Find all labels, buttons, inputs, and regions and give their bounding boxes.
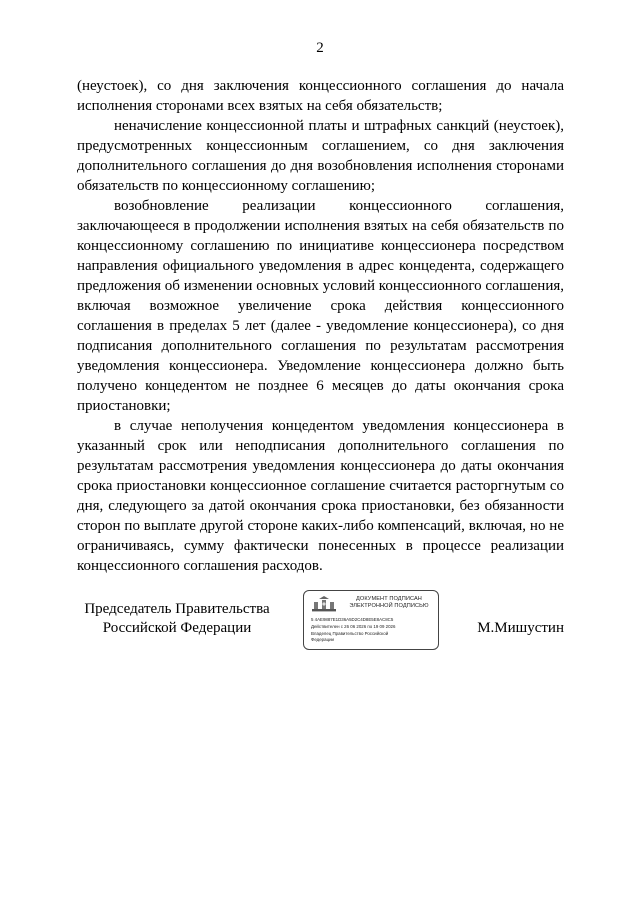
stamp-validity: Действителен с 26 06 2026 по 19 09 2026 <box>311 624 396 629</box>
signer-title <box>77 600 277 638</box>
stamp-certificate: 5 4AE9887E1D36A5D2C4D8E5E8AC8C5 <box>311 617 394 622</box>
signer-name: М.Мишустин <box>477 620 564 636</box>
coat-of-arms-icon <box>311 595 337 613</box>
electronic-signature-stamp <box>303 590 439 650</box>
stamp-owner: Владелец Правительство Российской <box>311 631 389 636</box>
stamp-title-line: ЭЛЕКТРОННОЙ ПОДПИСЬЮ <box>349 603 429 609</box>
paragraph: возобновление реализации концессионного соглашения, заключающееся в продолжении исполнения взятых на себя обязательств по концессионному соглашению по инициативе концессионера посредством направления официального уведомления в адрес концедента, содержащего предложения об изменении основных условий концессионного соглашения, включая возможное увеличение срока действия концессионного соглашения в пределах 5 лет (далее - уведомление концессионера), со дня подписания дополнительного соглашения по результатам рассмотрения уведомления концессионера. Уведомление концессионера должно быть получено концедентом не позднее 6 месяцев до даты окончания срока приостановки; <box>77 198 564 414</box>
stamp-title <box>342 596 436 610</box>
page-number: 2 <box>316 40 324 56</box>
paragraph: неначисление концессионной платы и штрафных санкций (неустоек), предусмотренных концессионным соглашением, со дня заключения дополнительного соглашения до дня возобновления исполнения сторонами обязательств по концессионному соглашению; <box>77 118 564 194</box>
stamp-title-line: ДОКУМЕНТ ПОДПИСАН <box>356 596 422 602</box>
signer-title-line: Председатель Правительства <box>84 601 270 617</box>
stamp-owner: Федерации <box>311 637 334 642</box>
document-body <box>77 76 564 576</box>
paragraph-continuation: (неустоек), со дня заключения концессионного соглашения до начала исполнения сторонами всех взятых на себя обязательств; <box>77 78 564 114</box>
signer-title-line: Российской Федерации <box>102 620 252 636</box>
paragraph: в случае неполучения концедентом уведомления концессионера в указанный срок или неподписания дополнительного соглашения по результатам рассмотрения уведомления концессионера до даты окончания срока приостановки концессионное соглашение считается расторгнутым со дня, следующего за датой окончания срока приостановки, без обязанности сторон по выплате другой стороне каких-либо компенсаций, включая, но не ограничиваясь, сумму фактически понесенных в процессе реализации концессионного соглашения расходов. <box>77 418 564 574</box>
